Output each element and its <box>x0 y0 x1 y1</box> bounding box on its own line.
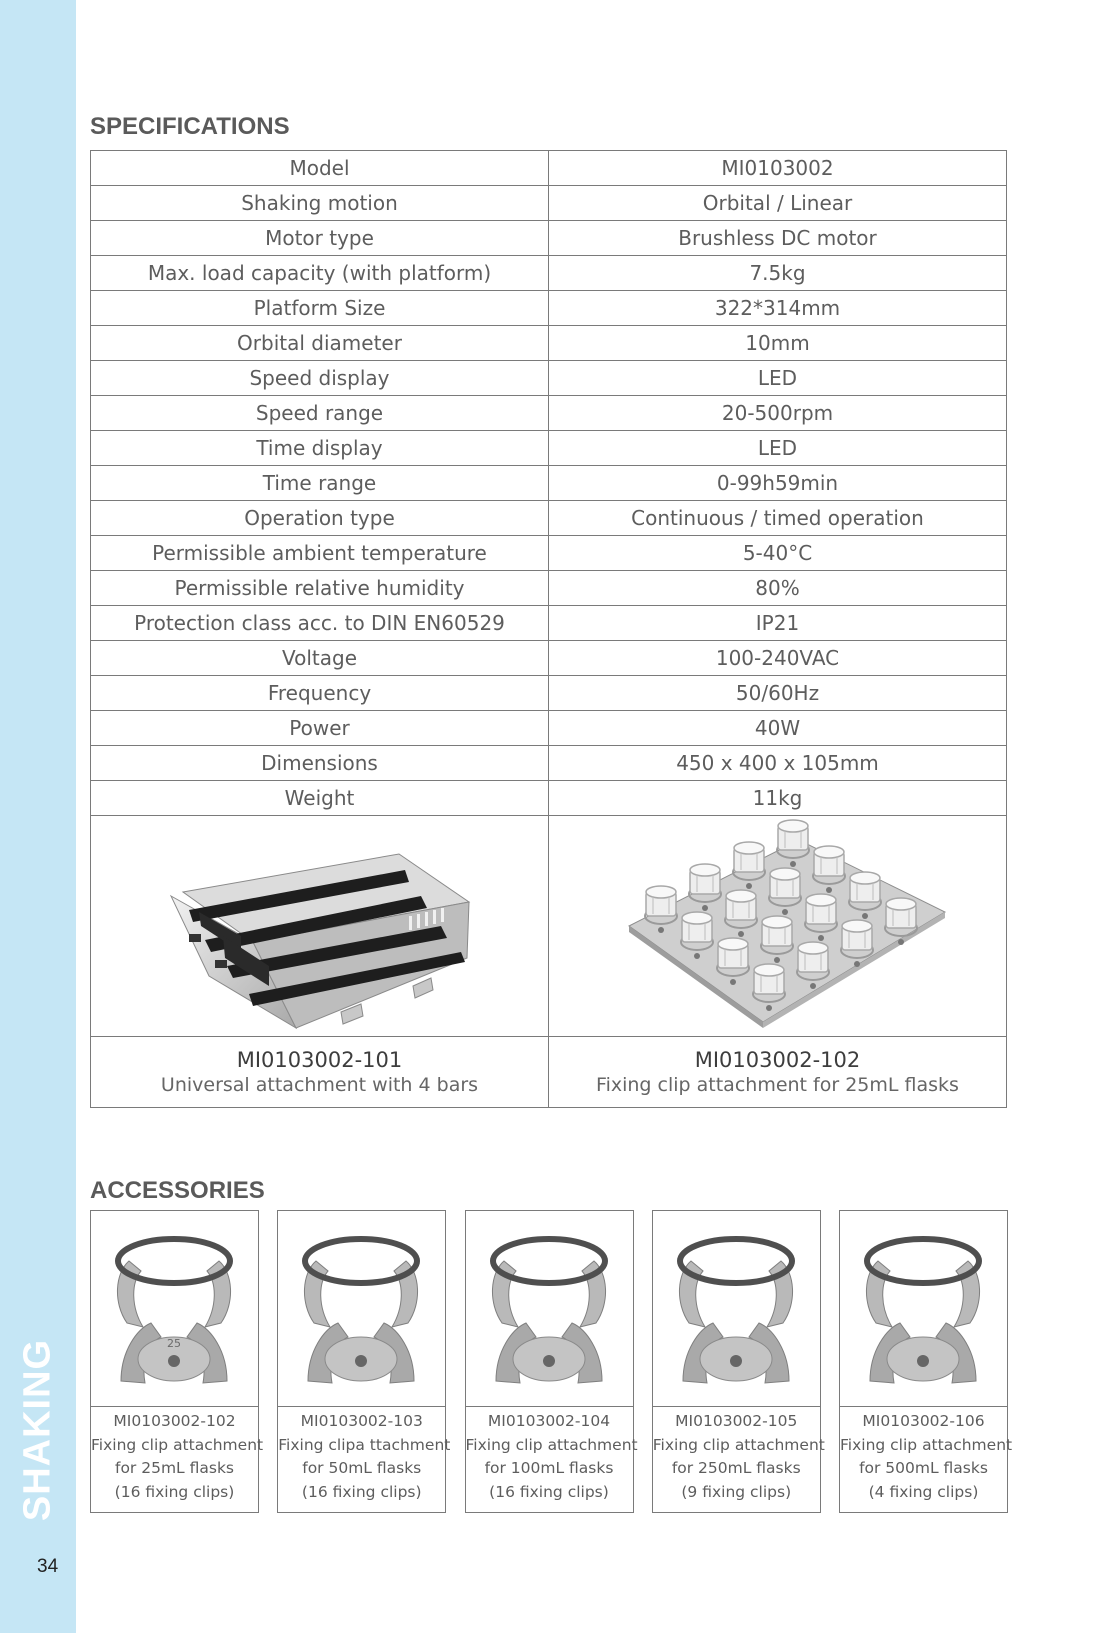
spec-value: Continuous / timed operation <box>549 501 1007 536</box>
platform-image-cell <box>91 816 549 1037</box>
spec-label: Motor type <box>91 221 549 256</box>
fixing-clip-image <box>653 1211 820 1406</box>
accessory-flask-size: for 25mL flasks <box>114 1459 234 1477</box>
spec-value: Brushless DC motor <box>549 221 1007 256</box>
spec-label: Model <box>91 151 549 186</box>
spec-row <box>91 501 1007 536</box>
platform-caption-cell <box>549 1037 1007 1108</box>
accessory-caption <box>91 1406 264 1512</box>
spec-value: 11kg <box>549 781 1007 816</box>
spec-value: 10mm <box>549 326 1007 361</box>
accessory-card <box>90 1210 264 1513</box>
spec-row <box>91 571 1007 606</box>
spec-label: Permissible relative humidity <box>91 571 549 606</box>
spec-row <box>91 746 1007 781</box>
spec-row <box>91 606 1007 641</box>
specifications-title: SPECIFICATIONS <box>90 113 290 140</box>
spec-row <box>91 326 1007 361</box>
accessory-image-cell <box>653 1211 820 1406</box>
accessory-clip-count: (16 fixing clips) <box>114 1482 235 1501</box>
spec-value: 20-500rpm <box>549 396 1007 431</box>
accessory-description: Fixing clip attachment <box>91 1435 264 1454</box>
platform-image-cell <box>549 816 1007 1037</box>
accessory-model: MI0103002-102 <box>113 1412 236 1430</box>
fixing-clip-image <box>91 1211 258 1406</box>
spec-label: Platform Size <box>91 291 549 326</box>
spec-row <box>91 186 1007 221</box>
accessory-image-cell <box>840 1211 1007 1406</box>
accessory-flask-size: for 500mL flasks <box>859 1459 988 1477</box>
platform-caption-row <box>91 1037 1007 1108</box>
spec-row <box>91 676 1007 711</box>
spec-value: LED <box>549 431 1007 466</box>
accessory-clip-count: (9 fixing clips) <box>681 1482 792 1501</box>
spec-value: Orbital / Linear <box>549 186 1007 221</box>
accessory-caption <box>840 1406 1013 1512</box>
accessory-description: Fixing clip attachment <box>465 1435 638 1454</box>
accessory-image-cell <box>91 1211 258 1406</box>
accessory-model: MI0103002-105 <box>675 1412 798 1430</box>
spec-row <box>91 431 1007 466</box>
spec-value: IP21 <box>549 606 1007 641</box>
spec-row <box>91 466 1007 501</box>
spec-value: 5-40°C <box>549 536 1007 571</box>
accessories-grid <box>90 1210 1013 1513</box>
spec-label: Permissible ambient temperature <box>91 536 549 571</box>
spec-label: Protection class acc. to DIN EN60529 <box>91 606 549 641</box>
section-side-label: SHAKING <box>16 1338 59 1522</box>
spec-label: Max. load capacity (with platform) <box>91 256 549 291</box>
spec-row <box>91 641 1007 676</box>
spec-label: Orbital diameter <box>91 326 549 361</box>
spec-row <box>91 151 1007 186</box>
accessory-flask-size: for 50mL flasks <box>302 1459 422 1477</box>
spec-row <box>91 361 1007 396</box>
spec-label: Operation type <box>91 501 549 536</box>
accessory-card <box>652 1210 825 1513</box>
spec-label: Speed display <box>91 361 549 396</box>
accessory-flask-size: for 250mL flasks <box>671 1459 801 1477</box>
spec-label: Dimensions <box>91 746 549 781</box>
accessory-clip-count: (16 fixing clips) <box>489 1482 609 1501</box>
spec-value: 322*314mm <box>549 291 1007 326</box>
accessory-model: MI0103002-104 <box>487 1412 611 1430</box>
platform-model: MI0103002-102 <box>694 1048 861 1072</box>
accessory-description: Fixing clipa ttachment <box>278 1435 451 1454</box>
spec-value: 0-99h59min <box>549 466 1007 501</box>
spec-row <box>91 291 1007 326</box>
spec-value: 40W <box>549 711 1007 746</box>
spec-label: Weight <box>91 781 549 816</box>
spec-value: 80% <box>549 571 1007 606</box>
spec-value: LED <box>549 361 1007 396</box>
accessory-card <box>465 1210 638 1513</box>
spec-label: Time range <box>91 466 549 501</box>
platform-caption-cell <box>91 1037 549 1108</box>
accessory-model: MI0103002-106 <box>862 1412 985 1430</box>
accessory-card <box>839 1210 1013 1513</box>
platform-description: Universal attachment with 4 bars <box>160 1074 479 1096</box>
page-number: 34 <box>37 1556 59 1577</box>
flask-clip-platform-image <box>549 816 1007 1036</box>
spec-row <box>91 781 1007 816</box>
fixing-clip-image <box>466 1211 633 1406</box>
platform-model: MI0103002-101 <box>236 1048 403 1072</box>
accessory-description: Fixing clip attachment <box>840 1435 1013 1454</box>
universal-attachment-image <box>91 816 549 1036</box>
fixing-clip-image <box>840 1211 1007 1406</box>
accessory-flask-size: for 100mL flasks <box>484 1459 614 1477</box>
spec-row <box>91 256 1007 291</box>
accessory-image-cell <box>278 1211 445 1406</box>
accessory-caption <box>652 1406 825 1512</box>
spec-label: Voltage <box>91 641 549 676</box>
accessory-caption <box>278 1406 451 1512</box>
platform-description: Fixing clip attachment for 25mL flasks <box>596 1074 959 1096</box>
spec-value: 450 x 400 x 105mm <box>549 746 1007 781</box>
side-bar <box>0 0 76 1633</box>
accessory-caption <box>465 1406 638 1512</box>
accessory-clip-count: (16 fixing clips) <box>301 1482 422 1501</box>
spec-row <box>91 396 1007 431</box>
accessory-model: MI0103002-103 <box>300 1412 423 1430</box>
accessory-card <box>277 1210 451 1513</box>
specifications-table <box>90 150 1007 1108</box>
spec-value: 100-240VAC <box>549 641 1007 676</box>
spec-row <box>91 711 1007 746</box>
accessory-clip-count: (4 fixing clips) <box>868 1482 979 1501</box>
spec-row <box>91 536 1007 571</box>
spec-label: Frequency <box>91 676 549 711</box>
spec-value: 50/60Hz <box>549 676 1007 711</box>
spec-value: 7.5kg <box>549 256 1007 291</box>
accessory-description: Fixing clip attachment <box>652 1435 825 1454</box>
spec-label: Power <box>91 711 549 746</box>
spec-label: Time display <box>91 431 549 466</box>
spec-row <box>91 221 1007 256</box>
plate-size-label: 25 <box>167 1337 181 1350</box>
spec-value: MI0103002 <box>549 151 1007 186</box>
accessories-title: ACCESSORIES <box>90 1177 265 1204</box>
spec-label: Shaking motion <box>91 186 549 221</box>
spec-label: Speed range <box>91 396 549 431</box>
accessory-image-cell <box>466 1211 633 1406</box>
platform-image-row <box>91 816 1007 1037</box>
fixing-clip-image <box>278 1211 445 1406</box>
